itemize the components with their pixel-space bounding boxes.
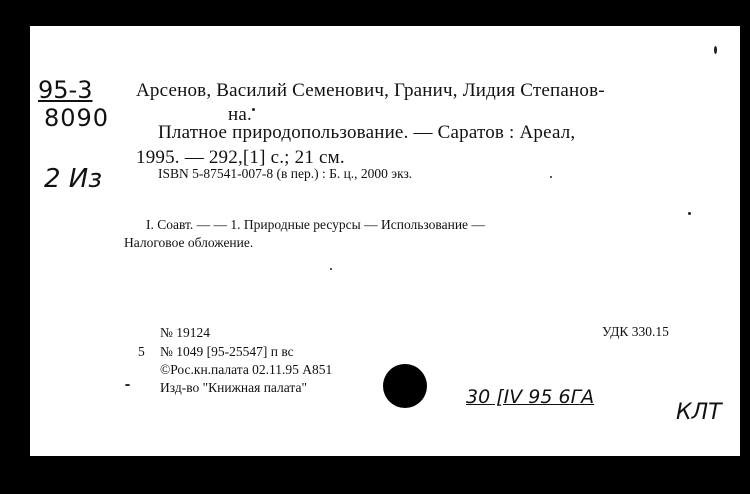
handwritten-note-bottom: 30 [IV 95 6ГА bbox=[466, 386, 595, 408]
record-number: № 19124 bbox=[160, 325, 211, 340]
isbn-line: ISBN 5-87541-007-8 (в пер.) : Б. ц., 2000 экз. bbox=[158, 166, 413, 181]
order-prefix: 5 bbox=[138, 344, 145, 359]
scan-speck bbox=[688, 212, 691, 215]
udc-code: УДК 330.15 bbox=[602, 324, 669, 339]
publisher-line: Изд-во "Книжная палата" bbox=[160, 380, 307, 395]
book-chamber-line: ©Рос.кн.палата 02.11.95 А851 bbox=[160, 362, 333, 377]
author-heading-line1: Арсенов, Василий Семенович, Гранич, Лидия Степанов- bbox=[136, 80, 605, 101]
title-line: Платное природопользование. — Саратов : Ареал, bbox=[158, 122, 576, 143]
scan-speck bbox=[714, 46, 717, 54]
subjects-line2: Налоговое обложение. bbox=[124, 235, 254, 250]
order-line: № 1049 [95-25547] п вс bbox=[160, 344, 294, 359]
handwritten-note-corner: КЛТ bbox=[676, 400, 722, 425]
scan-speck bbox=[252, 108, 255, 111]
ink-stamp bbox=[383, 364, 427, 408]
scan-speck bbox=[125, 384, 130, 386]
scan-speck bbox=[330, 268, 332, 270]
shelf-mark-top: 95-3 bbox=[38, 76, 93, 104]
catalog-card bbox=[30, 26, 740, 456]
imprint-line: 1995. — 292,[1] с.; 21 см. bbox=[136, 147, 345, 168]
author-heading-line2: на. bbox=[228, 104, 252, 125]
scan-border bbox=[0, 0, 30, 494]
scan-speck bbox=[550, 176, 552, 178]
subjects-line1: I. Соавт. — — 1. Природные ресурсы — Использование — bbox=[146, 217, 485, 232]
shelf-mark-bottom: 8090 bbox=[44, 104, 110, 132]
handwritten-note-left: 2 Из bbox=[44, 164, 103, 194]
